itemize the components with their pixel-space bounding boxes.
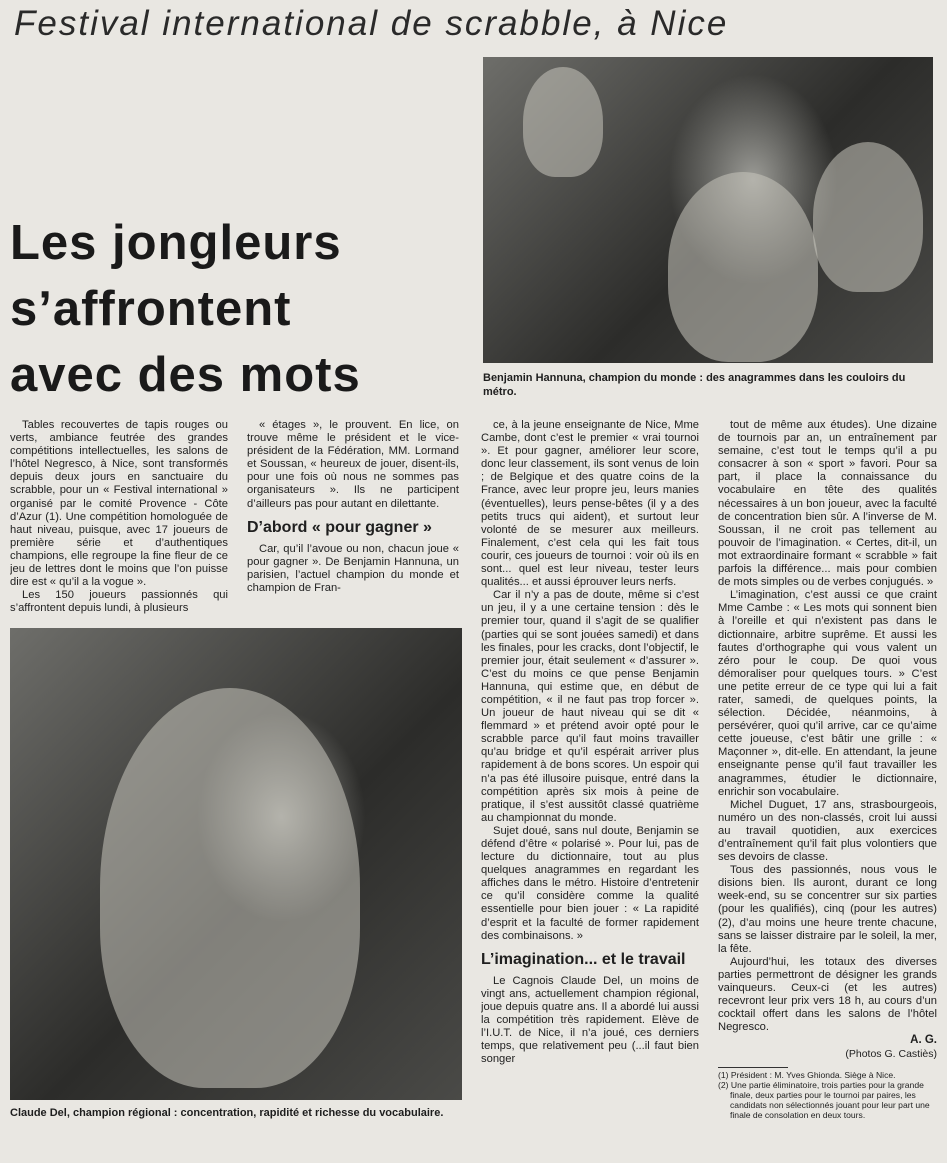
- paragraph: Car, qu’il l’avoue ou non, chacun joue « pour gagner ». De Benjamin Hannuna, un parisien, l’actuel champion du monde et champion de Fran-: [247, 542, 459, 594]
- paragraph: ce, à la jeune enseignante de Nice, Mme Cambe, dont c’est le premier « vrai tournoi ». Et pour gagner, améliorer leur score, donc leur classement, ils sont venus de loin ; de Belgique et des quatre coins de la France, avec leur propre jeu, leurs manies (éventuelles), leurs pense-bêtes (il y a des petits trucs qui aident), et surtout leur volonté de se mesurer aux meilleurs. Finalement, c’est cela qui les fait tous courir, ces joueurs de tournoi : voir où ils en sont... quel est leur niveau, tester leurs qualités... et aussi éprouver leurs nerfs.: [481, 419, 699, 589]
- kicker-title: Festival international de scrabble, à Nice: [14, 4, 729, 43]
- footnote-divider: [718, 1067, 788, 1068]
- player-figure: [100, 688, 360, 1088]
- player-figure: [523, 67, 603, 177]
- headline-line-2: s’affrontent: [10, 282, 292, 336]
- paragraph: L’imagination, c’est aussi ce que craint Mme Cambe : « Les mots qui sonnent bien à l’oreille et qui n’existent pas dans le dictionnaire, arbitre suprême. Et aussi les fautes d’orthographe qui vous valent un zéro pour le coup. De quoi vous démoraliser pour quelques tours. » C’est une petite erreur de ce type qui lui a fait rater, samedi, de quelques points, la sélection. Décidée, néanmoins, à persévérer, quoi qu’il arrive, car ce qu’aime cette joueuse, c’est bâtir une grille : « Maçonner », dit-elle. En attendant, la jeune enseignante pense qu’il faut travailler les anagrammes, étudier le dictionnaire, enrichir son vocabulaire.: [718, 589, 937, 798]
- footnotes: [718, 1070, 937, 1120]
- headline-line-1: Les jongleurs: [10, 216, 342, 270]
- subheading: D’abord « pour gagner »: [247, 518, 432, 536]
- player-figure: [813, 142, 923, 292]
- photo-credit: (Photos G. Castiès): [845, 1047, 937, 1060]
- photo-top-caption: Benjamin Hannuna, champion du monde : des anagrammes dans les couloirs du métro.: [483, 372, 906, 398]
- article-column-4: [718, 419, 937, 1159]
- footnote-2: (2) Une partie éliminatoire, trois parties pour la grande finale, deux parties pour le tournoi par paires, les candidats non sélectionnés jouant pour leur part une finale de consolation en deux tours.: [718, 1079, 930, 1120]
- paragraph: Tous des passionnés, nous vous le disions bien. Ils auront, durant ce long week-end, su se concentrer sur six parties (pour les qualifiés), cinq (pour les autres) (2), d’au moins une heure trente chacune, sans se laisser distraire par le soleil, la mer, la fête.: [718, 864, 937, 955]
- paragraph: « étages », le prouvent. En lice, on trouve même le président et le vice-président de la Fédération, MM. Lormand et Soussan, « heureux de jouer, disent-ils, pour une fois où nous ne sommes pas organisateurs ». Ils ne participent d’ailleurs pas pour autant en dilettante.: [247, 419, 459, 510]
- footnote-1: (1) Président : M. Yves Ghionda. Siège à Nice.: [718, 1069, 896, 1080]
- article-column-1: [10, 419, 228, 621]
- headline-line-3: avec des mots: [10, 348, 361, 402]
- author-signature: A. G.: [910, 1034, 937, 1047]
- paragraph: Aujourd’hui, les totaux des diverses parties permettront de désigner les grands vainqueurs. Ceux-ci (et les autres) recevront leur prix vers 18 h, au cours d’un cocktail offert dans les salons de l’hôtel Negresco.: [718, 955, 937, 1034]
- player-figure: [668, 172, 818, 362]
- paragraph: Les 150 joueurs passionnés qui s’affrontent depuis lundi, à plusieurs: [10, 589, 228, 615]
- paragraph: Tables recouvertes de tapis rouges ou verts, ambiance feutrée des grandes compétitions intellectuelles, les salons de l’hôtel Negresco, à Nice, sont transformés depuis deux jours en sanctuaire du scrabble, pour un « Festival international » organisé par le comité Provence - Côte d’Azur (1). Une compétition homologuée de haut niveau, puisque, avec 17 joueurs de première série et d’authentiques champions, elle regroupe la fine fleur de ce jeu de lettres dont le moins que l’on puisse dire est « qu’il a la vogue ».: [10, 419, 228, 589]
- paragraph: Le Cagnois Claude Del, un moins de vingt ans, actuellement champion régional, joue depuis quatre ans. Il a abordé lui aussi la compétition très rapidement. Elève de l’I.U.T. de Nice, il n’a joué, ces derniers temps, que relativement peu (...il faut bien songer: [481, 974, 699, 1066]
- photo-claude-del: [10, 628, 462, 1100]
- paragraph: Car il n’y a pas de doute, même si c’est un jeu, il y a une certaine tension : dès le premier tour, quand il s’agit de se qualifier (parties qui se sont jouées samedi) et dans les finales, pour les cracks, dont l’objectif, le premier jour, était seulement « d’assurer ». C’est du moins ce que pense Benjamin Hannuna, qui estime que, en début de compétition, « il ne faut pas trop forcer ». Un joueur de haut niveau qui se dit « flemmard » et prétend avoir opté pour le scrabble parce qu’il faut moins travailler qu’au bridge et qu’il espérait arriver plus rapidement à de bons scores. Un espoir qui n’a pas été illusoire puisque, entré dans la compétition après six mois à peine de pratique, il s’est aussitôt classé quatrième au championnat du monde.: [481, 589, 699, 824]
- headline: [10, 210, 480, 408]
- paragraph: Michel Duguet, 17 ans, strasbourgeois, numéro un des non-classés, croit lui aussi au travail quotidien, aux exercices d’entraînement qu’il fait plus volontiers que ses devoirs de classe.: [718, 798, 937, 864]
- article-column-2: [247, 419, 459, 621]
- subheading: L’imagination... et le travail: [481, 950, 686, 968]
- article-column-3: [481, 419, 699, 1159]
- paragraph: Sujet doué, sans nul doute, Benjamin se défend d’être « polarisé ». Pour lui, pas de lecture du dictionnaire, tout au plus quelques anagrammes en regardant les affiches dans le métro. Histoire d’entretenir ce qu’il considère comme la qualité essentielle pour bien jouer : « La rapidité d’esprit et la faculté de former rapidement des combinaisons. »: [481, 824, 699, 942]
- paragraph: tout de même aux études). Une dizaine de tournois par an, un entraînement par semaine, c’est tout le temps qu’il a pu consacrer à son « sport » favori. Pour sa part, il place la connaissance du vocabulaire en tête des qualités nécessaires à un bon joueur, avec la faculté de concentration bien sûr. A l’inverse de M. Soussan, il ne croit pas tellement au pouvoir de l’imagination. « Certes, dit-il, un mot extraordinaire formant « scrabble » fait parfois la différence... mais pour combien de mots simples ou de verbes conjugués. »: [718, 419, 937, 589]
- photo-bottom-caption: Claude Del, champion régional : concentration, rapidité et richesse du vocabulaire.: [10, 1107, 444, 1119]
- photo-benjamin-hannuna: [483, 57, 933, 363]
